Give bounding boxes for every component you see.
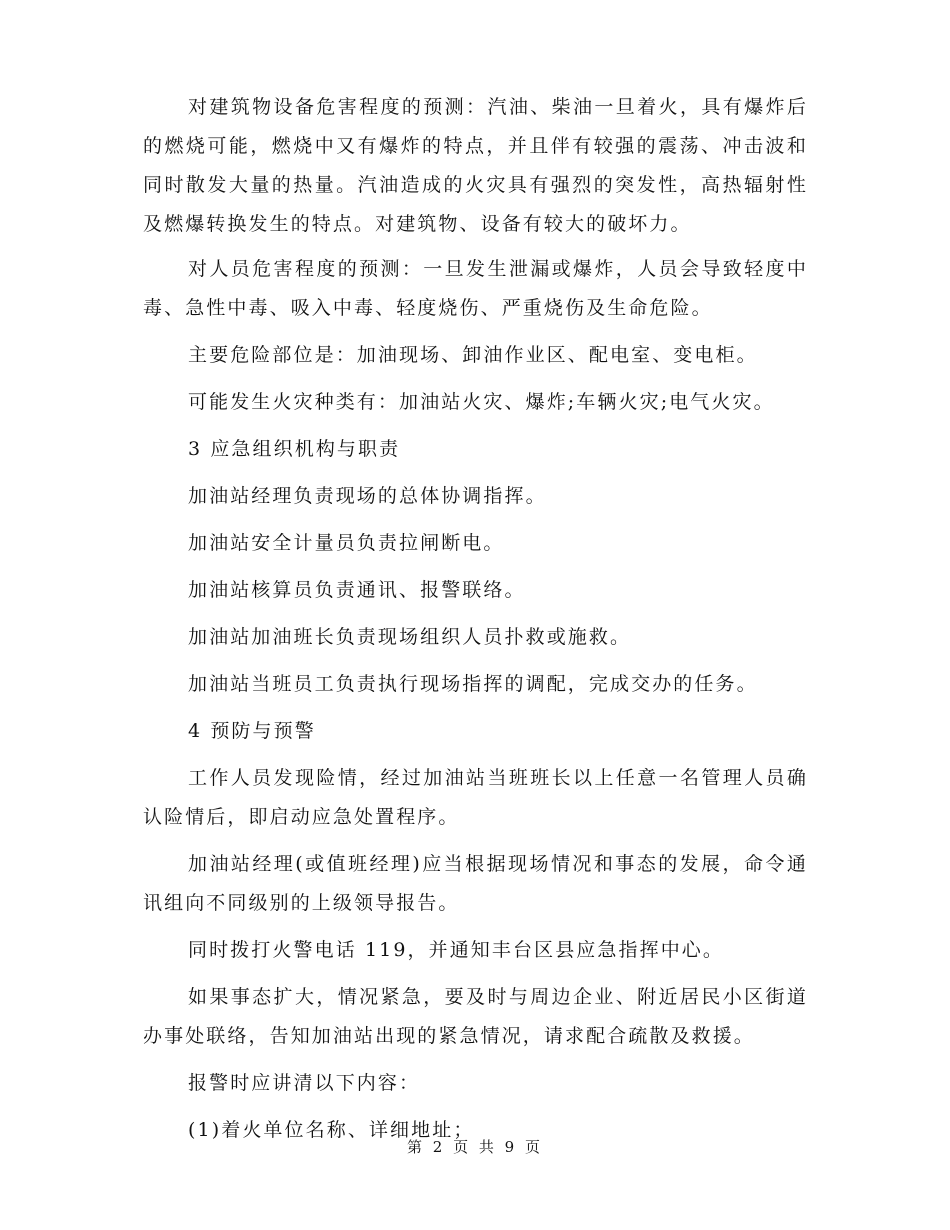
page-footer: 第 2 页 共 9 页 — [407, 1138, 543, 1156]
paragraph-building-hazard: 对建筑物设备危害程度的预测：汽油、柴油一旦着火，具有爆炸后的燃烧可能，燃烧中又有爆炸的特点，并且伴有较强的震荡、冲击波和同时散发大量的热量。汽油造成的火灾具有强烈的突发性，高热辐射性及燃爆转换发生的特点。对建筑物、设备有较大的破坏力。 — [143, 96, 808, 235]
paragraph-hazard-confirmation: 工作人员发现险情，经过加油站当班班长以上任意一名管理人员确认险情后，即启动应急处置程序。 — [143, 767, 808, 828]
paragraph-accountant-role: 加油站核算员负责通讯、报警联络。 — [188, 579, 526, 601]
paragraph-fire-types: 可能发生火灾种类有：加油站火灾、爆炸;车辆火灾;电气火灾。 — [188, 391, 775, 413]
paragraph-escalation: 如果事态扩大，情况紧急，要及时与周边企业、附近居民小区街道办事处联络，告知加油站出现的紧急情况，请求配合疏散及救援。 — [143, 986, 808, 1047]
paragraph-shift-leader-role: 加油站加油班长负责现场组织人员扑救或施救。 — [188, 626, 632, 648]
paragraph-staff-role: 加油站当班员工负责执行现场指挥的调配，完成交办的任务。 — [188, 673, 758, 695]
paragraph-item-1: (1)着火单位名称、详细地址； — [188, 1119, 475, 1141]
paragraph-report-contents: 报警时应讲清以下内容： — [188, 1072, 421, 1094]
section-heading-4: 4 预防与预警 — [188, 720, 316, 742]
paragraph-danger-areas: 主要危险部位是：加油现场、卸油作业区、配电室、变电柜。 — [188, 344, 758, 366]
paragraph-personnel-hazard: 对人员危害程度的预测：一旦发生泄漏或爆炸，人员会导致轻度中毒、急性中毒、吸入中毒、轻度烧伤、严重烧伤及生命危险。 — [143, 258, 808, 319]
section-heading-3: 3 应急组织机构与职责 — [188, 438, 401, 460]
paragraph-manager-role: 加油站经理负责现场的总体协调指挥。 — [188, 485, 547, 507]
document-body — [143, 88, 808, 1158]
paragraph-report-command: 加油站经理(或值班经理)应当根据现场情况和事态的发展，命令通讯组向不同级别的上级领导报告。 — [143, 853, 808, 914]
paragraph-safety-officer-role: 加油站安全计量员负责拉闸断电。 — [188, 532, 505, 554]
paragraph-fire-call: 同时拨打火警电话 119，并通知丰台区县应急指挥中心。 — [188, 939, 725, 961]
